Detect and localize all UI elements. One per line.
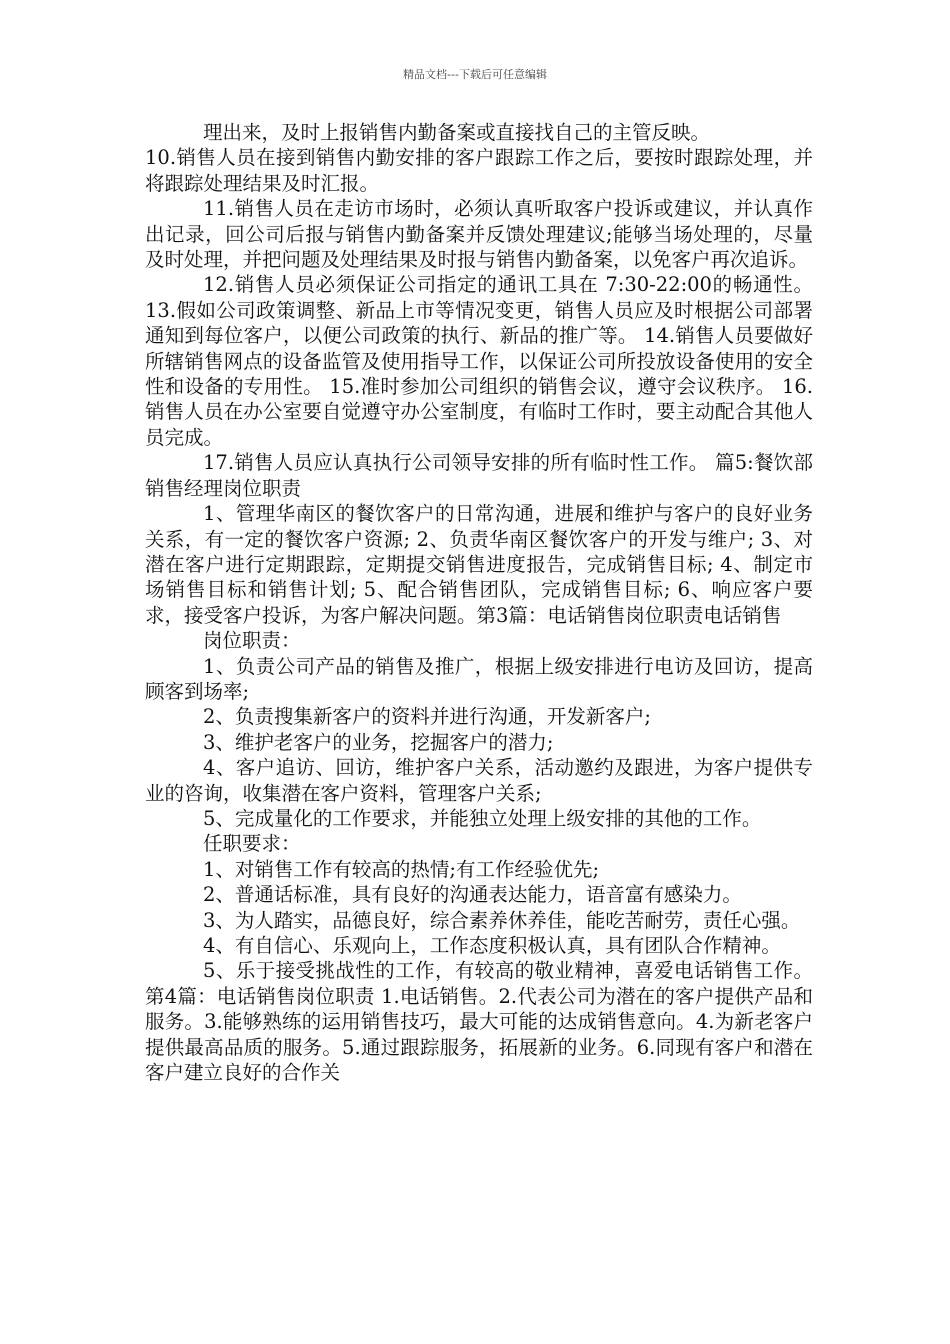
page-header: 精品文档---下载后可任意编辑 (403, 68, 547, 81)
paragraph: 1、管理华南区的餐饮客户的日常沟通，进展和维护与客户的良好业务关系，有一定的餐饮客户资源; 2、负责华南区餐饮客户的开发与维户; 3、对潜在客户进行定期跟踪，定期提交销售进度报告，完成销售目标; 4、制定市场销售目标和销售计划; 5、配合销售团队，完成销售目标; 6、响应客户要求，接受客户投诉，为客户解决问题。第3篇：电话销售岗位职责电话销售 (145, 502, 813, 627)
paragraph: 1、负责公司产品的销售及推广，根据上级安排进行电访及回访，提高顾客到场率; (145, 654, 813, 703)
paragraph: 2、普通话标准，具有良好的沟通表达能力，语音富有感染力。 (203, 883, 742, 907)
paragraph: 4、客户追访、回访，维护客户关系，活动邀约及跟进，为客户提供专业的咨询，收集潜在客户资料，管理客户关系; (145, 756, 813, 805)
paragraph: 岗位职责： (203, 629, 301, 653)
paragraph: 10.销售人员在接到销售内勤安排的客户跟踪工作之后，要按时跟踪处理，并将跟踪处理结果及时汇报。 (145, 146, 813, 195)
paragraph: 17.销售人员应认真执行公司领导安排的所有临时性工作。 篇5:餐饮部销售经理岗位职责 (145, 451, 813, 500)
paragraph: 2、负责搜集新客户的资料并进行沟通，开发新客户; (203, 705, 651, 729)
document-body (145, 120, 813, 1085)
paragraph: 任职要求： (203, 832, 301, 856)
paragraph: 5、乐于接受挑战性的工作，有较高的敬业精神，喜爱电话销售工作。第4篇：电话销售岗位职责 1.电话销售。2.代表公司为潜在的客户提供产品和服务。3.能够熟练的运用销售技巧，最大可能的达成销售意向。4.为新老客户提供最高品质的服务。5.通过跟踪服务，拓展新的业务。6.同现有客户和潜在客户建立良好的合作关 (145, 959, 813, 1085)
paragraph: 11.销售人员在走访市场时，必须认真听取客户投诉或建议，并认真作出记录，回公司后报与销售内勤备案并反馈处理建议;能够当场处理的，尽量及时处理，并把问题及处理结果及时报与销售内勤备案，以免客户再次追诉。 (145, 197, 813, 272)
paragraph: 4、有自信心、乐观向上，工作态度积极认真，具有团队合作精神。 (203, 934, 781, 957)
paragraph: 理出来，及时上报销售内勤备案或直接找自己的主管反映。 (203, 121, 711, 144)
paragraph: 12.销售人员必须保证公司指定的通讯工具在 7:30-22:00的畅通性。 13.假如公司政策调整、新品上市等情况变更，销售人员应及时根据公司部署通知到每位客户，以便公司政策的执行、新品的推广等。 14.销售人员要做好所辖销售网点的设备监管及使用指导工作，以保证公司所投放设备使用的安全性和设备的专用性。 15.准时参加公司组织的销售会议，遵守会议秩序。 16.销售人员在办公室要自觉遵守办公室制度，有临时工作时，要主动配合其他人员完成。 (145, 273, 813, 449)
paragraph: 5、完成量化的工作要求，并能独立处理上级安排的其他的工作。 (203, 806, 762, 830)
paragraph: 3、为人踏实，品德良好，综合素养休养佳，能吃苦耐劳，责任心强。 (203, 908, 801, 932)
paragraph: 1、对销售工作有较高的热情;有工作经验优先; (203, 857, 600, 881)
paragraph: 3、维护老客户的业务，挖掘客户的潜力; (203, 730, 554, 754)
